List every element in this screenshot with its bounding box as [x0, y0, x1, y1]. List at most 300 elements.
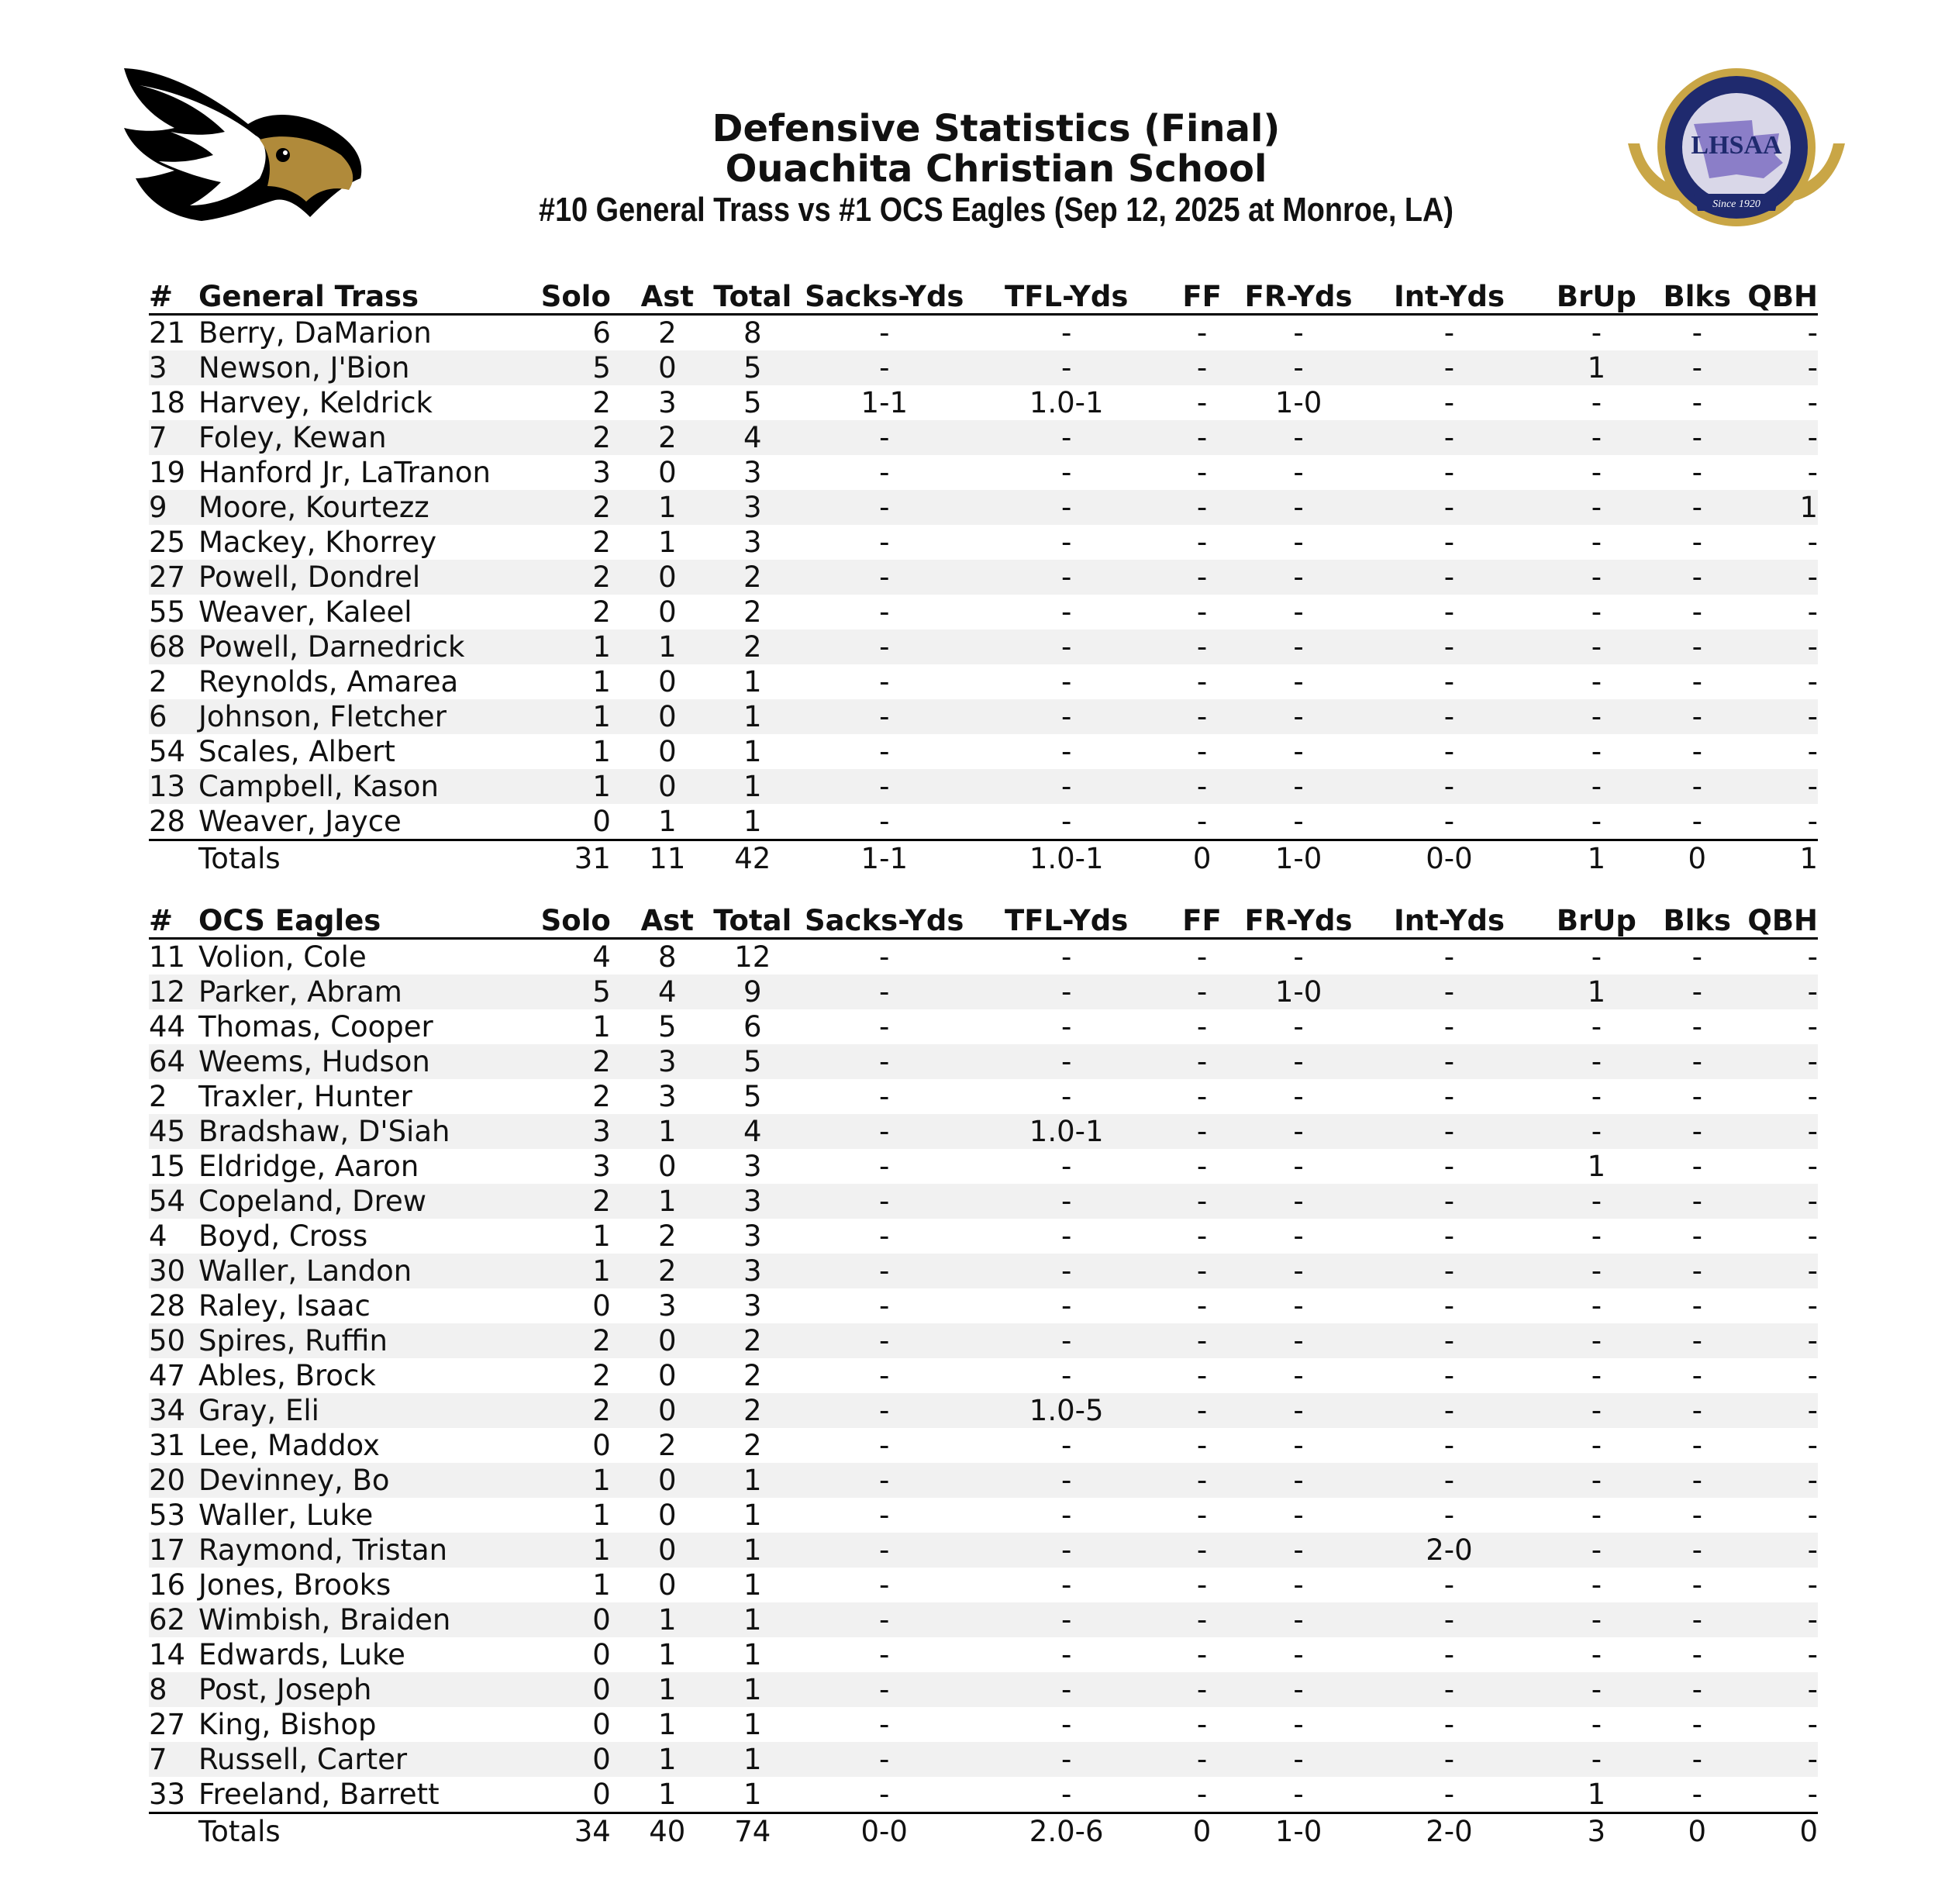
ff-cell: -	[1160, 1009, 1245, 1044]
player-name: Johnson, Fletcher	[198, 699, 532, 734]
qbh-cell: -	[1747, 1393, 1818, 1428]
fr-yds-cell: -	[1245, 455, 1353, 490]
int-yds-cell: -	[1353, 664, 1547, 699]
brup-cell: -	[1546, 939, 1647, 975]
total-cell: 1	[710, 1707, 795, 1742]
jersey-number: 9	[149, 490, 198, 525]
ff-cell: -	[1160, 1568, 1245, 1602]
player-row	[149, 664, 1818, 699]
player-name: Traxler, Hunter	[198, 1079, 532, 1114]
player-name: Spires, Ruffin	[198, 1323, 532, 1358]
qbh-cell: -	[1747, 1463, 1818, 1498]
ff-cell: -	[1160, 1149, 1245, 1184]
ast-cell: 5	[625, 1009, 710, 1044]
brup-cell: -	[1546, 1288, 1647, 1323]
jersey-number: 33	[149, 1777, 198, 1813]
jersey-number: 34	[149, 1393, 198, 1428]
blks-cell: -	[1647, 1044, 1747, 1079]
col-int-yds: Int-Yds	[1353, 903, 1547, 939]
fr-yds-cell: -	[1245, 1149, 1353, 1184]
blks-cell: -	[1647, 939, 1747, 975]
total-cell: 3	[710, 455, 795, 490]
blks-cell: -	[1647, 1114, 1747, 1149]
blks-cell: -	[1647, 455, 1747, 490]
ast-cell: 2	[625, 1219, 710, 1254]
int-yds-cell: -	[1353, 1777, 1547, 1813]
player-row	[149, 1393, 1818, 1428]
total-cell: 3	[710, 1288, 795, 1323]
int-yds-cell: -	[1353, 769, 1547, 804]
tfl-yds-cell: -	[974, 1044, 1160, 1079]
player-row	[149, 939, 1818, 975]
player-row	[149, 490, 1818, 525]
player-row	[149, 1672, 1818, 1707]
sacks-yds-cell: -	[795, 1602, 974, 1637]
sacks-yds-cell: -	[795, 1742, 974, 1777]
solo-cell: 1	[532, 1498, 625, 1533]
sacks-yds-cell: -	[795, 939, 974, 975]
total-cell: 2	[710, 1323, 795, 1358]
player-row	[149, 804, 1818, 840]
total-brup-cell: 1	[1546, 840, 1647, 877]
svg-text:Since 1920: Since 1920	[1712, 198, 1760, 210]
total-cell: 2	[710, 1358, 795, 1393]
qbh-cell: -	[1747, 1184, 1818, 1219]
ff-cell: -	[1160, 1254, 1245, 1288]
sacks-yds-cell: -	[795, 1009, 974, 1044]
fr-yds-cell: 1-0	[1245, 974, 1353, 1009]
brup-cell: -	[1546, 1637, 1647, 1672]
int-yds-cell: -	[1353, 1672, 1547, 1707]
fr-yds-cell: -	[1245, 1637, 1353, 1672]
solo-cell: 3	[532, 455, 625, 490]
col-brup: BrUp	[1546, 903, 1647, 939]
sacks-yds-cell: -	[795, 1672, 974, 1707]
brup-cell: -	[1546, 629, 1647, 664]
solo-cell: 2	[532, 1323, 625, 1358]
player-row	[149, 769, 1818, 804]
player-row	[149, 1742, 1818, 1777]
ff-cell: -	[1160, 734, 1245, 769]
brup-cell: 1	[1546, 974, 1647, 1009]
qbh-cell: -	[1747, 804, 1818, 840]
fr-yds-cell: -	[1245, 1358, 1353, 1393]
fr-yds-cell: 1-0	[1245, 385, 1353, 420]
tfl-yds-cell: 1.0-1	[974, 1114, 1160, 1149]
qbh-cell: -	[1747, 1009, 1818, 1044]
player-name: Wimbish, Braiden	[198, 1602, 532, 1637]
ast-cell: 4	[625, 974, 710, 1009]
jersey-number: 31	[149, 1428, 198, 1463]
sacks-yds-cell: -	[795, 1498, 974, 1533]
solo-cell: 1	[532, 734, 625, 769]
qbh-cell: -	[1747, 455, 1818, 490]
fr-yds-cell: -	[1245, 560, 1353, 595]
ff-cell: -	[1160, 1358, 1245, 1393]
total-qbh-cell: 0	[1747, 1813, 1818, 1850]
sacks-yds-cell: -	[795, 315, 974, 351]
tfl-yds-cell: -	[974, 1184, 1160, 1219]
player-name: King, Bishop	[198, 1707, 532, 1742]
player-row	[149, 1568, 1818, 1602]
sacks-yds-cell: -	[795, 1777, 974, 1813]
ast-cell: 0	[625, 455, 710, 490]
blks-cell: -	[1647, 804, 1747, 840]
fr-yds-cell: -	[1245, 315, 1353, 351]
jersey-number: 21	[149, 315, 198, 351]
col-total: Total	[710, 903, 795, 939]
sacks-yds-cell: -	[795, 1288, 974, 1323]
total-cell: 8	[710, 315, 795, 351]
total-ast-cell: 11	[625, 840, 710, 877]
ast-cell: 0	[625, 595, 710, 629]
player-name: Ables, Brock	[198, 1358, 532, 1393]
brup-cell: -	[1546, 1044, 1647, 1079]
tfl-yds-cell: -	[974, 1323, 1160, 1358]
ff-cell: -	[1160, 350, 1245, 385]
qbh-cell: -	[1747, 629, 1818, 664]
player-row	[149, 385, 1818, 420]
tfl-yds-cell: -	[974, 939, 1160, 975]
tfl-yds-cell: -	[974, 699, 1160, 734]
blks-cell: -	[1647, 1358, 1747, 1393]
fr-yds-cell: -	[1245, 1323, 1353, 1358]
int-yds-cell: -	[1353, 939, 1547, 975]
blks-cell: -	[1647, 490, 1747, 525]
sacks-yds-cell: -	[795, 804, 974, 840]
ast-cell: 3	[625, 1288, 710, 1323]
player-row	[149, 1498, 1818, 1533]
qbh-cell: -	[1747, 525, 1818, 560]
total-tfl-yds-cell: 2.0-6	[974, 1813, 1160, 1850]
int-yds-cell: -	[1353, 1114, 1547, 1149]
total-cell: 1	[710, 734, 795, 769]
total-tfl-yds-cell: 1.0-1	[974, 840, 1160, 877]
sacks-yds-cell: -	[795, 664, 974, 699]
fr-yds-cell: -	[1245, 420, 1353, 455]
jersey-number: 18	[149, 385, 198, 420]
fr-yds-cell: -	[1245, 1707, 1353, 1742]
col-fr-yds: FR-Yds	[1244, 904, 1353, 937]
ast-cell: 0	[625, 1533, 710, 1568]
brup-cell: -	[1546, 1393, 1647, 1428]
fr-yds-cell: -	[1245, 1044, 1353, 1079]
player-name: Jones, Brooks	[198, 1568, 532, 1602]
col-tfl-yds: TFL-Yds	[974, 279, 1160, 315]
player-row	[149, 1358, 1818, 1393]
ff-cell: -	[1160, 420, 1245, 455]
sacks-yds-cell: -	[795, 734, 974, 769]
tfl-yds-cell: -	[974, 629, 1160, 664]
total-total-cell: 74	[710, 1813, 795, 1850]
ast-cell: 1	[625, 1707, 710, 1742]
fr-yds-cell: -	[1245, 804, 1353, 840]
player-name: Freeland, Barrett	[198, 1777, 532, 1813]
jersey-number: 54	[149, 1184, 198, 1219]
solo-cell: 1	[532, 664, 625, 699]
qbh-cell: -	[1747, 939, 1818, 975]
tfl-yds-cell: -	[974, 1009, 1160, 1044]
sacks-yds-cell: -	[795, 1219, 974, 1254]
fr-yds-cell: -	[1245, 1184, 1353, 1219]
brup-cell: 1	[1546, 1149, 1647, 1184]
jersey-number: 55	[149, 595, 198, 629]
total-cell: 1	[710, 1568, 795, 1602]
solo-cell: 0	[532, 1742, 625, 1777]
sacks-yds-cell: -	[795, 1568, 974, 1602]
int-yds-cell: -	[1353, 1184, 1547, 1219]
player-row	[149, 420, 1818, 455]
player-row	[149, 1637, 1818, 1672]
player-row	[149, 350, 1818, 385]
total-cell: 5	[710, 1079, 795, 1114]
jersey-number: 62	[149, 1602, 198, 1637]
total-ff-cell: 0	[1160, 840, 1245, 877]
solo-cell: 2	[532, 1184, 625, 1219]
qbh-cell: -	[1747, 699, 1818, 734]
matchup-line: #10 General Trass vs #1 OCS Eagles (Sep 12, 2025 at Monroe, LA)	[539, 191, 1454, 229]
solo-cell: 1	[532, 1533, 625, 1568]
school-name: Ouachita Christian School	[725, 147, 1267, 191]
total-cell: 1	[710, 769, 795, 804]
brup-cell: 1	[1546, 350, 1647, 385]
sacks-yds-cell: -	[795, 1149, 974, 1184]
brup-cell: -	[1546, 1672, 1647, 1707]
jersey-number: 27	[149, 1707, 198, 1742]
player-row	[149, 1079, 1818, 1114]
brup-cell: -	[1546, 804, 1647, 840]
col-ff: FF	[1160, 279, 1245, 315]
ast-cell: 0	[625, 664, 710, 699]
total-fr-yds-cell: 1-0	[1245, 840, 1353, 877]
player-name: Waller, Landon	[198, 1254, 532, 1288]
col-total: Total	[710, 279, 795, 315]
solo-cell: 2	[532, 1044, 625, 1079]
tfl-yds-cell: -	[974, 1219, 1160, 1254]
tfl-yds-cell: -	[974, 769, 1160, 804]
fr-yds-cell: -	[1245, 1219, 1353, 1254]
int-yds-cell: -	[1353, 699, 1547, 734]
jersey-number: 12	[149, 974, 198, 1009]
fr-yds-cell: -	[1245, 699, 1353, 734]
int-yds-cell: -	[1353, 455, 1547, 490]
blks-cell: -	[1647, 699, 1747, 734]
ast-cell: 0	[625, 734, 710, 769]
tfl-yds-cell: 1.0-5	[974, 1393, 1160, 1428]
player-row	[149, 1533, 1818, 1568]
ast-cell: 1	[625, 1184, 710, 1219]
blks-cell: -	[1647, 420, 1747, 455]
jersey-number: 6	[149, 699, 198, 734]
int-yds-cell: -	[1353, 350, 1547, 385]
player-row	[149, 595, 1818, 629]
brup-cell: -	[1546, 1498, 1647, 1533]
tfl-yds-cell: -	[974, 560, 1160, 595]
ast-cell: 1	[625, 1637, 710, 1672]
int-yds-cell: -	[1353, 1079, 1547, 1114]
tfl-yds-cell: -	[974, 1533, 1160, 1568]
tfl-yds-cell: -	[974, 1498, 1160, 1533]
solo-cell: 2	[532, 560, 625, 595]
player-name: Parker, Abram	[198, 974, 532, 1009]
player-name: Newson, J'Bion	[198, 350, 532, 385]
int-yds-cell: -	[1353, 1707, 1547, 1742]
col-sacks-yds: Sacks-Yds	[795, 279, 974, 315]
solo-cell: 1	[532, 699, 625, 734]
ast-cell: 0	[625, 769, 710, 804]
int-yds-cell: -	[1353, 1568, 1547, 1602]
blks-cell: -	[1647, 315, 1747, 351]
solo-cell: 2	[532, 385, 625, 420]
tfl-yds-cell: -	[974, 1568, 1160, 1602]
total-cell: 1	[710, 664, 795, 699]
qbh-cell: -	[1747, 315, 1818, 351]
lhsaa-seal-icon	[1620, 62, 1853, 233]
int-yds-cell: -	[1353, 595, 1547, 629]
report-title: Defensive Statistics (Final)	[712, 107, 1281, 150]
ff-cell: -	[1160, 769, 1245, 804]
blks-cell: -	[1647, 560, 1747, 595]
player-row	[149, 1428, 1818, 1463]
jersey-number: 16	[149, 1568, 198, 1602]
ast-cell: 1	[625, 490, 710, 525]
jersey-number: 11	[149, 939, 198, 975]
player-name: Edwards, Luke	[198, 1637, 532, 1672]
col-solo: Solo	[532, 279, 625, 315]
player-row	[149, 974, 1818, 1009]
ast-cell: 0	[625, 1498, 710, 1533]
brup-cell: -	[1546, 525, 1647, 560]
fr-yds-cell: -	[1245, 664, 1353, 699]
tfl-yds-cell: -	[974, 1463, 1160, 1498]
blks-cell: -	[1647, 1184, 1747, 1219]
player-name: Raley, Isaac	[198, 1288, 532, 1323]
jersey-number: 7	[149, 1742, 198, 1777]
solo-cell: 6	[532, 315, 625, 351]
blks-cell: -	[1647, 350, 1747, 385]
ff-cell: -	[1160, 1114, 1245, 1149]
fr-yds-cell: -	[1245, 734, 1353, 769]
jersey-number: 2	[149, 1079, 198, 1114]
ast-cell: 0	[625, 1393, 710, 1428]
int-yds-cell: -	[1353, 804, 1547, 840]
int-yds-cell: -	[1353, 420, 1547, 455]
total-cell: 5	[710, 350, 795, 385]
tfl-yds-cell: -	[974, 1742, 1160, 1777]
totals-row	[149, 1813, 1818, 1850]
tfl-yds-cell: -	[974, 1672, 1160, 1707]
qbh-cell: -	[1747, 1777, 1818, 1813]
sacks-yds-cell: 1-1	[795, 385, 974, 420]
player-name: Foley, Kewan	[198, 420, 532, 455]
fr-yds-cell: -	[1245, 769, 1353, 804]
tfl-yds-cell: -	[974, 525, 1160, 560]
ff-cell: -	[1160, 804, 1245, 840]
total-cell: 2	[710, 629, 795, 664]
sacks-yds-cell: -	[795, 769, 974, 804]
brup-cell: -	[1546, 420, 1647, 455]
blks-cell: -	[1647, 629, 1747, 664]
blks-cell: -	[1647, 734, 1747, 769]
solo-cell: 0	[532, 1602, 625, 1637]
solo-cell: 0	[532, 1637, 625, 1672]
qbh-cell: -	[1747, 1079, 1818, 1114]
fr-yds-cell: -	[1245, 525, 1353, 560]
player-row	[149, 1009, 1818, 1044]
jersey-number: 8	[149, 1672, 198, 1707]
player-name: Moore, Kourtezz	[198, 490, 532, 525]
brup-cell: -	[1546, 595, 1647, 629]
total-cell: 1	[710, 1533, 795, 1568]
blks-cell: -	[1647, 1707, 1747, 1742]
blks-cell: -	[1647, 1463, 1747, 1498]
qbh-cell: 1	[1747, 490, 1818, 525]
sacks-yds-cell: -	[795, 1114, 974, 1149]
solo-cell: 5	[532, 350, 625, 385]
jersey-number: 27	[149, 560, 198, 595]
ast-cell: 1	[625, 1672, 710, 1707]
int-yds-cell: -	[1353, 1044, 1547, 1079]
qbh-cell: -	[1747, 974, 1818, 1009]
jersey-number: 45	[149, 1114, 198, 1149]
player-row	[149, 1254, 1818, 1288]
int-yds-cell: -	[1353, 560, 1547, 595]
ff-cell: -	[1160, 1079, 1245, 1114]
player-row	[149, 1044, 1818, 1079]
total-int-yds-cell: 0-0	[1353, 840, 1547, 877]
ast-cell: 1	[625, 629, 710, 664]
ast-cell: 3	[625, 385, 710, 420]
jersey-number: 3	[149, 350, 198, 385]
total-solo-cell: 34	[532, 1813, 625, 1850]
tfl-yds-cell: -	[974, 1602, 1160, 1637]
sacks-yds-cell: -	[795, 1323, 974, 1358]
ff-cell: -	[1160, 1602, 1245, 1637]
blks-cell: -	[1647, 595, 1747, 629]
jersey-number: 20	[149, 1463, 198, 1498]
fr-yds-cell: -	[1245, 1428, 1353, 1463]
solo-cell: 1	[532, 769, 625, 804]
qbh-cell: -	[1747, 560, 1818, 595]
col-blks: Blks	[1647, 903, 1747, 939]
ff-cell: -	[1160, 664, 1245, 699]
brup-cell: -	[1546, 699, 1647, 734]
qbh-cell: -	[1747, 1149, 1818, 1184]
total-cell: 4	[710, 1114, 795, 1149]
int-yds-cell: -	[1353, 525, 1547, 560]
brup-cell: -	[1546, 1428, 1647, 1463]
total-cell: 1	[710, 1463, 795, 1498]
solo-cell: 2	[532, 595, 625, 629]
jersey-number: 28	[149, 1288, 198, 1323]
jersey-number: 13	[149, 769, 198, 804]
total-cell: 1	[710, 1637, 795, 1672]
ast-cell: 1	[625, 804, 710, 840]
player-name: Scales, Albert	[198, 734, 532, 769]
tfl-yds-cell: -	[974, 595, 1160, 629]
jersey-number: 28	[149, 804, 198, 840]
ff-cell: -	[1160, 1044, 1245, 1079]
total-sacks-yds-cell: 1-1	[795, 840, 974, 877]
player-row	[149, 1149, 1818, 1184]
total-cell: 3	[710, 490, 795, 525]
solo-cell: 1	[532, 1219, 625, 1254]
qbh-cell: -	[1747, 1428, 1818, 1463]
qbh-cell: -	[1747, 1602, 1818, 1637]
ast-cell: 0	[625, 350, 710, 385]
qbh-cell: -	[1747, 1358, 1818, 1393]
brup-cell: -	[1546, 1602, 1647, 1637]
